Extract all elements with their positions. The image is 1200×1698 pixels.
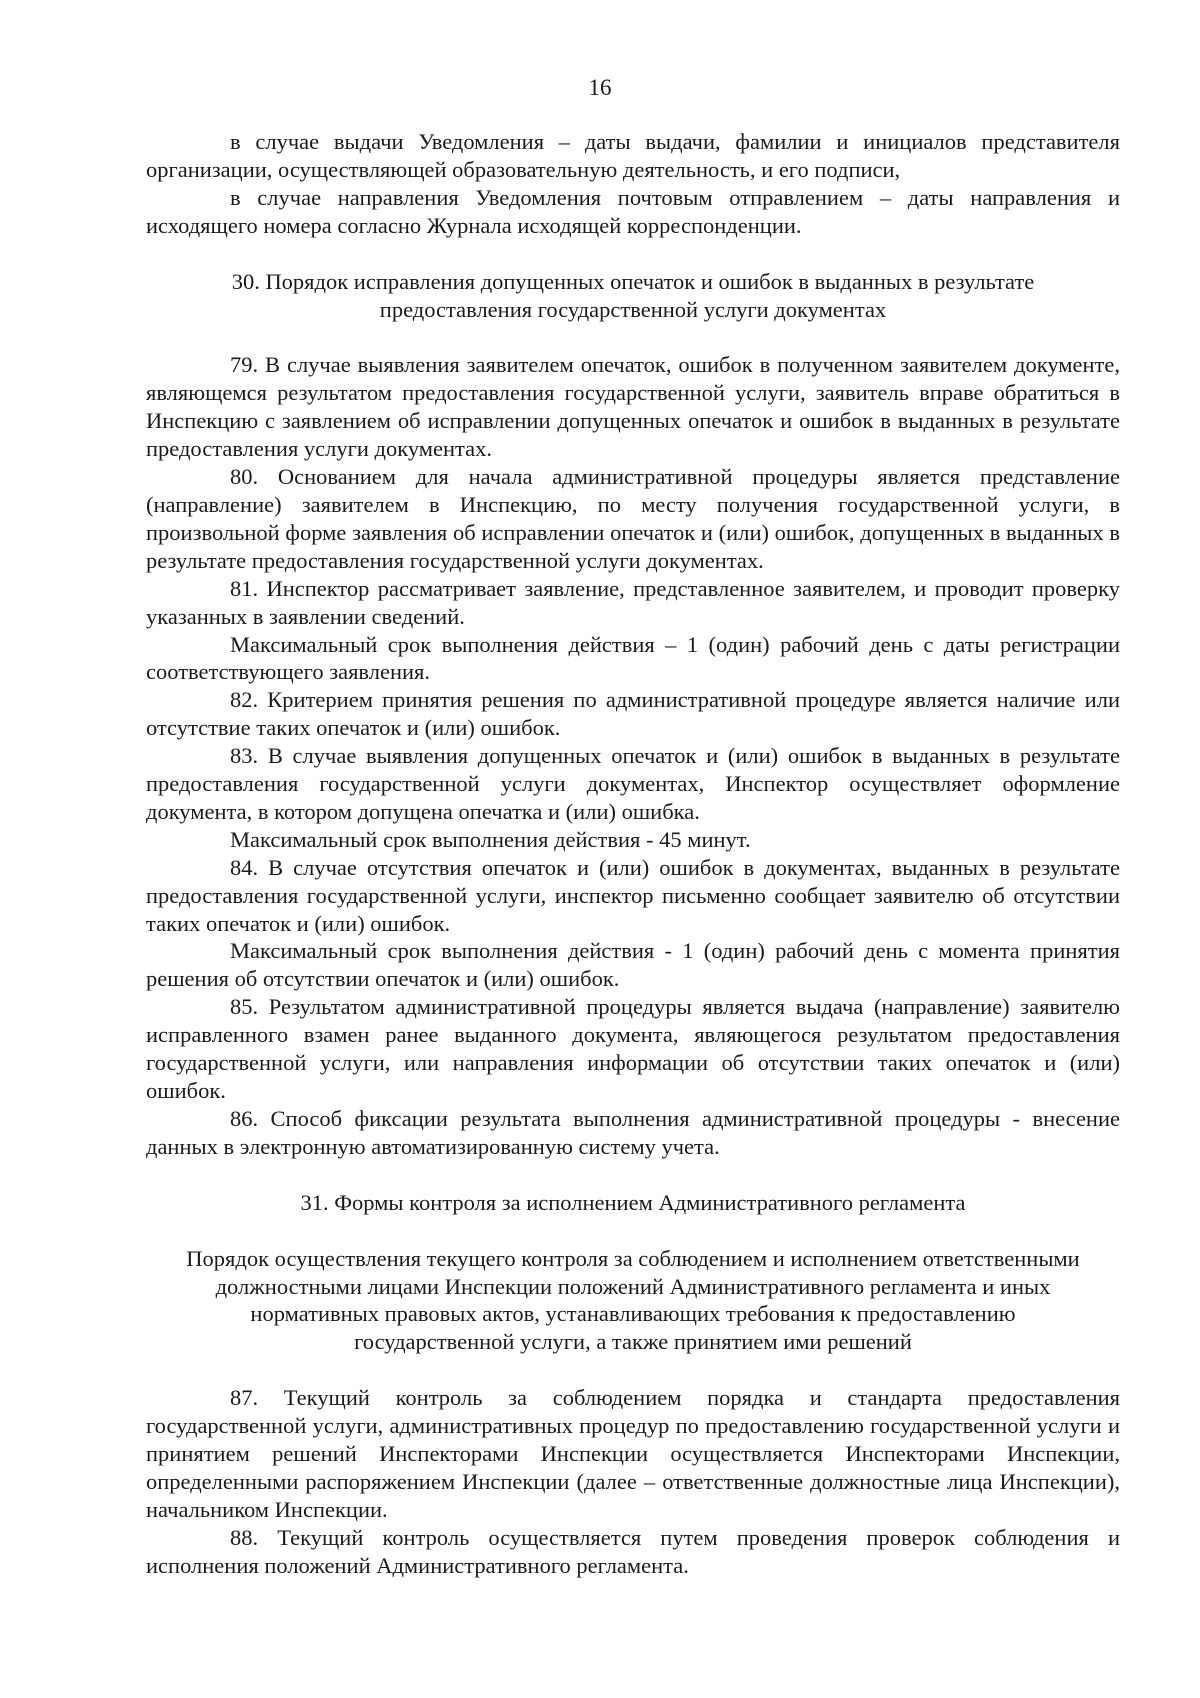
section-heading-31: 31. Формы контроля за исполнением Административного регламента <box>300 1189 966 1215</box>
paragraph-81-deadline: Максимальный срок выполнения действия – 1 (один) рабочий день с даты регистрации соответствующего заявления. <box>146 631 1120 685</box>
paragraph-84-deadline: Максимальный срок выполнения действия - 1 (один) рабочий день с момента принятия решения об отсутствии опечаток и (или) ошибок. <box>146 938 1120 992</box>
paragraph-88: 88. Текущий контроль осуществляется путем проведения проверок соблюдения и исполнения положений Административного регламента. <box>146 1524 1120 1578</box>
paragraph-83: 83. В случае выявления допущенных опечаток и (или) ошибок в выданных в результате предоставления государственной услуги документах, Инспектор осуществляет оформление документа, в котором допущена опечатка и (или) ошибка. <box>146 743 1120 824</box>
paragraph-82: 82. Критерием принятия решения по административной процедуре является наличие или отсутствие таких опечаток и (или) ошибок. <box>146 687 1120 741</box>
paragraph-80: 80. Основанием для начала административной процедуры является представление (направление) заявителем в Инспекцию, по месту получения государственной услуги, в произвольной форме заявления об исправлении опечаток и (или) ошибок, допущенных в выданных в результате предоставления государственной услуги документах. <box>146 464 1120 573</box>
subsection-heading-current-control: Порядок осуществления текущего контроля за соблюдением и исполнением ответственными должностными лицами Инспекции положений Административного регламента и иных нормативных правовых актов, устанавливающих требования к предоставлению государственной услуги, а также принятием ими решений <box>186 1245 1080 1355</box>
page-number: 16 <box>588 75 612 100</box>
document-body <box>146 128 1120 1580</box>
paragraph-87: 87. Текущий контроль за соблюдением порядка и стандарта предоставления государственной услуги, административных процедур по предоставлению государственной услуги и принятием решений Инспекторами Инспекции осуществляется Инспекторами Инспекции, определенными распоряжением Инспекции (далее – ответственные должностные лица Инспекции), начальником Инспекции. <box>146 1385 1120 1522</box>
paragraph-notification-issue: в случае выдачи Уведомления – даты выдачи, фамилии и инициалов представителя организации, осуществляющей образовательную деятельность, и его подписи, <box>146 129 1120 182</box>
paragraph-83-deadline: Максимальный срок выполнения действия - 45 минут. <box>230 826 751 852</box>
section-heading-30: 30. Порядок исправления допущенных опечаток и ошибок в выданных в результате предоставления государственной услуги документах <box>231 268 1035 322</box>
paragraph-79: 79. В случае выявления заявителем опечаток, ошибок в полученном заявителем документе, являющемся результатом предоставления государственной услуги, заявитель вправе обратиться в Инспекцию с заявлением об исправлении допущенных опечаток и ошибок в выданных в результате предоставления услуги документах. <box>146 352 1120 462</box>
paragraph-85: 85. Результатом административной процедуры является выдача (направление) заявителю исправленного взамен ранее выданного документа, являющегося результатом предоставления государственной услуги, или направления информации об отсутствии таких опечаток и (или) ошибок. <box>146 994 1120 1103</box>
paragraph-86: 86. Способ фиксации результата выполнения административной процедуры - внесение данных в электронную автоматизированную систему учета. <box>146 1105 1120 1159</box>
paragraph-notification-mail: в случае направления Уведомления почтовым отправлением – даты направления и исходящего номера согласно Журнала исходящей корреспонденции. <box>146 184 1120 238</box>
paragraph-84: 84. В случае отсутствия опечаток и (или) ошибок в документах, выданных в результате предоставления государственной услуги, инспектор письменно сообщает заявителю об отсутствии таких опечаток и (или) ошибок. <box>146 854 1120 936</box>
paragraph-81: 81. Инспектор рассматривает заявление, представленное заявителем, и проводит проверку указанных в заявлении сведений. <box>146 575 1120 629</box>
